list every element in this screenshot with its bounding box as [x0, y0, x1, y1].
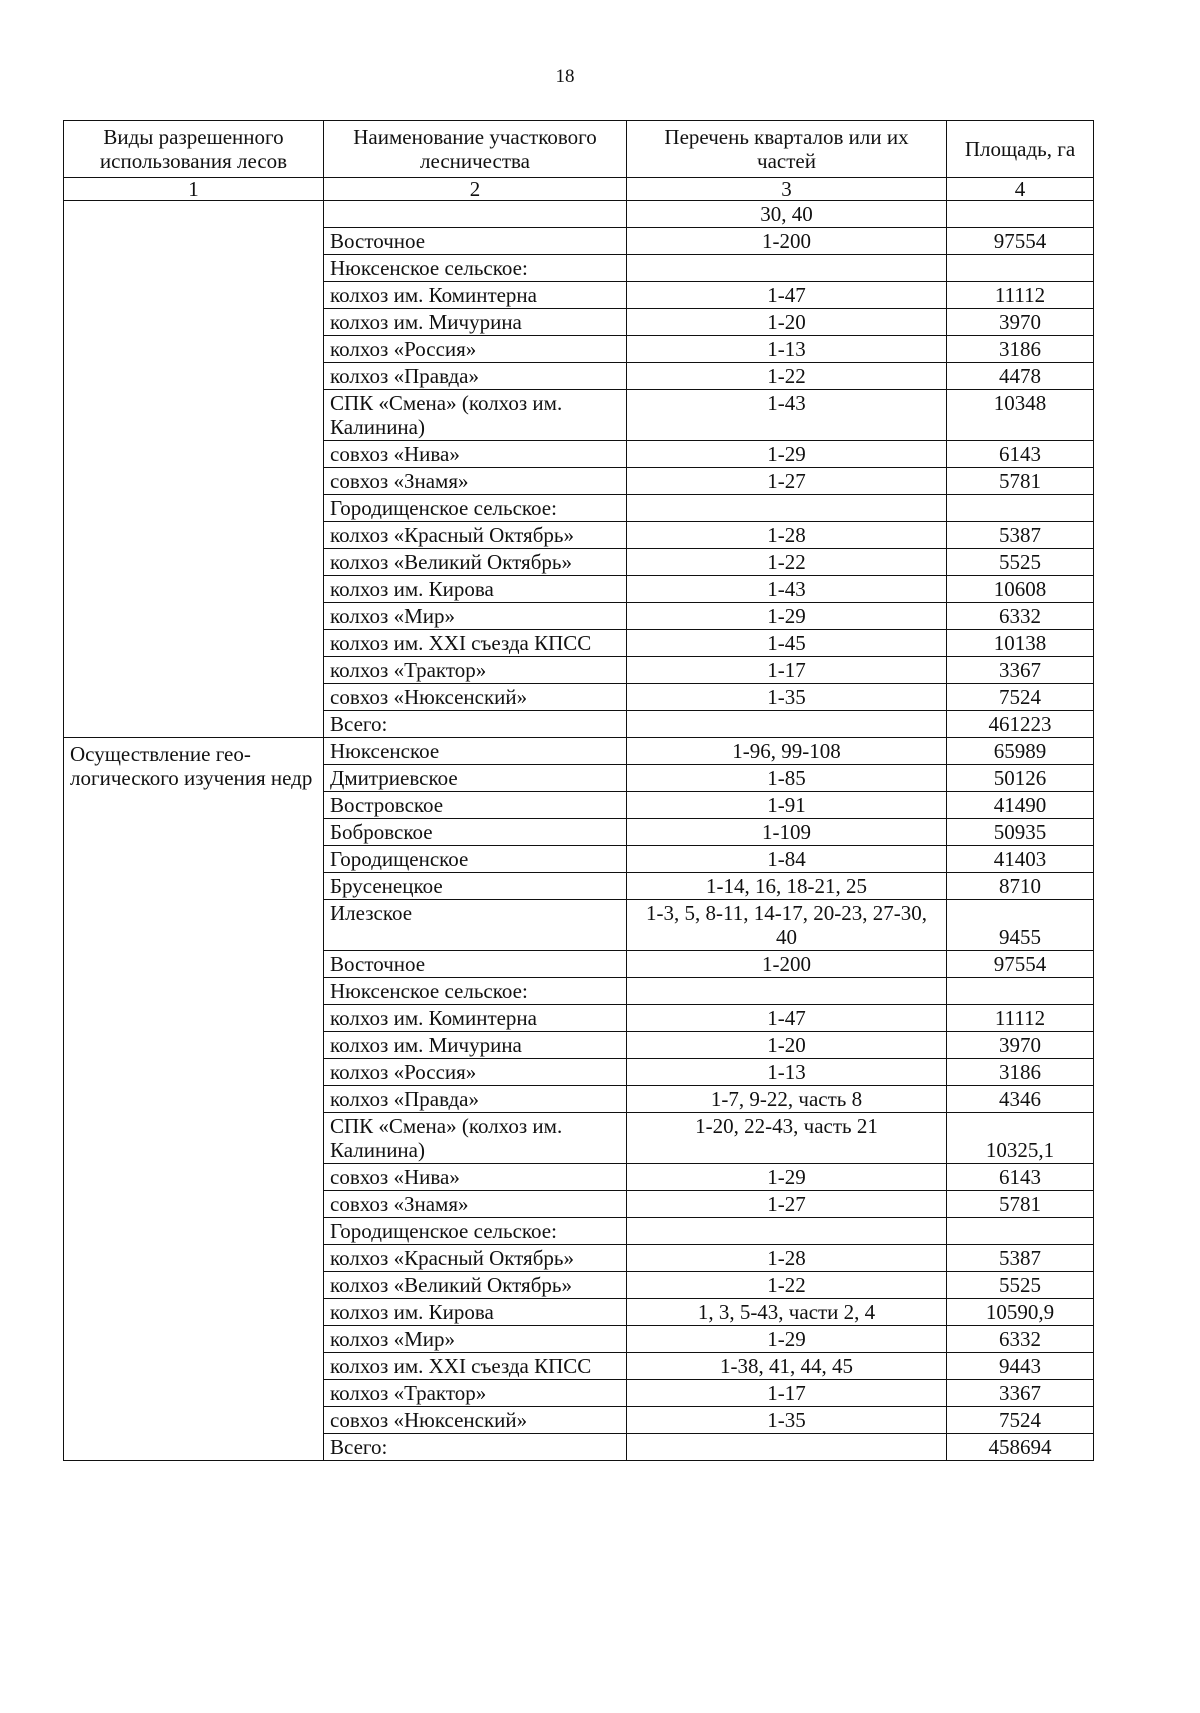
quarters-cell: 1-14, 16, 18-21, 25	[627, 873, 947, 900]
area-cell: 11112	[947, 1005, 1094, 1032]
forestry-name-cell: колхоз им. Мичурина	[324, 1032, 627, 1059]
area-cell: 50935	[947, 819, 1094, 846]
quarters-cell: 1-47	[627, 1005, 947, 1032]
forestry-name-cell: Городищенское сельское:	[324, 1218, 627, 1245]
forestry-name-cell: колхоз им. XXI съезда КПСС	[324, 630, 627, 657]
quarters-cell: 1-47	[627, 282, 947, 309]
usage-type-cell	[64, 201, 324, 738]
forestry-name-cell: колхоз «Трактор»	[324, 657, 627, 684]
area-cell: 97554	[947, 951, 1094, 978]
forestry-name-cell: колхоз им. Мичурина	[324, 309, 627, 336]
column-number: 4	[947, 178, 1094, 201]
area-cell: 7524	[947, 684, 1094, 711]
area-cell	[947, 201, 1094, 228]
forestry-name-cell: Восточное	[324, 951, 627, 978]
forestry-name-cell: колхоз «Трактор»	[324, 1380, 627, 1407]
area-cell	[947, 495, 1094, 522]
forestry-name-cell: Брусенецкое	[324, 873, 627, 900]
forestry-name-cell: Всего:	[324, 1434, 627, 1461]
forestry-name-cell: СПК «Смена» (колхоз им. Калинина)	[324, 1113, 627, 1164]
forestry-name-cell: колхоз «Великий Октябрь»	[324, 549, 627, 576]
quarters-cell: 1-13	[627, 336, 947, 363]
quarters-cell: 1-17	[627, 657, 947, 684]
area-cell: 5387	[947, 522, 1094, 549]
area-cell: 458694	[947, 1434, 1094, 1461]
forestry-name-cell: Нюксенское сельское:	[324, 255, 627, 282]
forestry-name-cell: Городищенское	[324, 846, 627, 873]
forestry-name-cell: колхоз им. Коминтерна	[324, 1005, 627, 1032]
forestry-name-cell: колхоз «Красный Октябрь»	[324, 1245, 627, 1272]
forestry-name-cell: колхоз им. Кирова	[324, 576, 627, 603]
forestry-name-cell: Востровское	[324, 792, 627, 819]
area-cell: 6332	[947, 603, 1094, 630]
forestry-name-cell: колхоз «Мир»	[324, 1326, 627, 1353]
area-cell: 41403	[947, 846, 1094, 873]
forestry-name-cell: СПК «Смена» (колхоз им. Калинина)	[324, 390, 627, 441]
area-cell: 8710	[947, 873, 1094, 900]
quarters-cell: 1-35	[627, 1407, 947, 1434]
area-cell: 50126	[947, 765, 1094, 792]
area-cell: 97554	[947, 228, 1094, 255]
forest-use-table	[63, 120, 1094, 1461]
area-cell: 4346	[947, 1086, 1094, 1113]
column-number: 3	[627, 178, 947, 201]
forestry-name-cell: колхоз им. Коминтерна	[324, 282, 627, 309]
area-cell: 10348	[947, 390, 1094, 441]
quarters-cell: 1-22	[627, 1272, 947, 1299]
forestry-name-cell: Илезское	[324, 900, 627, 951]
header-area: Площадь, га	[947, 121, 1094, 178]
quarters-cell: 1-20, 22-43, часть 21	[627, 1113, 947, 1164]
quarters-cell: 1-43	[627, 390, 947, 441]
quarters-cell: 1-28	[627, 522, 947, 549]
area-cell: 5525	[947, 1272, 1094, 1299]
forestry-name-cell: колхоз «Красный Октябрь»	[324, 522, 627, 549]
area-cell: 10590,9	[947, 1299, 1094, 1326]
quarters-cell: 30, 40	[627, 201, 947, 228]
quarters-cell: 1-20	[627, 309, 947, 336]
usage-type-cell: Осуществление гео-логического изучения недр	[64, 738, 324, 1461]
quarters-cell	[627, 495, 947, 522]
column-number: 1	[64, 178, 324, 201]
forestry-name-cell: совхоз «Нива»	[324, 441, 627, 468]
area-cell: 10325,1	[947, 1113, 1094, 1164]
forestry-name-cell: Городищенское сельское:	[324, 495, 627, 522]
area-cell: 6143	[947, 1164, 1094, 1191]
area-cell: 4478	[947, 363, 1094, 390]
header-quarters-list: Перечень кварталов или их частей	[627, 121, 947, 178]
quarters-cell	[627, 1434, 947, 1461]
area-cell: 10138	[947, 630, 1094, 657]
area-cell: 3970	[947, 309, 1094, 336]
area-cell: 461223	[947, 711, 1094, 738]
forestry-name-cell: колхоз им. XXI съезда КПСС	[324, 1353, 627, 1380]
area-cell: 41490	[947, 792, 1094, 819]
area-cell: 7524	[947, 1407, 1094, 1434]
quarters-cell	[627, 1218, 947, 1245]
quarters-cell: 1-27	[627, 1191, 947, 1218]
area-cell	[947, 978, 1094, 1005]
quarters-cell	[627, 978, 947, 1005]
area-cell: 5781	[947, 468, 1094, 495]
area-cell: 11112	[947, 282, 1094, 309]
header-usage-type: Виды разрешенного использования лесов	[64, 121, 324, 178]
header-row	[64, 121, 1094, 178]
table-row	[64, 201, 1094, 228]
quarters-cell: 1-200	[627, 228, 947, 255]
area-cell: 10608	[947, 576, 1094, 603]
area-cell	[947, 1218, 1094, 1245]
forestry-name-cell: совхоз «Знамя»	[324, 1191, 627, 1218]
area-cell: 6332	[947, 1326, 1094, 1353]
quarters-cell: 1-43	[627, 576, 947, 603]
quarters-cell: 1-22	[627, 549, 947, 576]
area-cell: 3970	[947, 1032, 1094, 1059]
header-forestry-name: Наименование участкового лесничества	[324, 121, 627, 178]
forestry-name-cell: колхоз «Правда»	[324, 363, 627, 390]
quarters-cell: 1-29	[627, 1164, 947, 1191]
forestry-name-cell	[324, 201, 627, 228]
quarters-cell: 1-13	[627, 1059, 947, 1086]
area-cell: 9443	[947, 1353, 1094, 1380]
quarters-cell: 1-3, 5, 8-11, 14-17, 20-23, 27-30, 40	[627, 900, 947, 951]
forestry-name-cell: совхоз «Нива»	[324, 1164, 627, 1191]
forestry-name-cell: колхоз «Правда»	[324, 1086, 627, 1113]
forestry-name-cell: совхоз «Нюксенский»	[324, 1407, 627, 1434]
forestry-name-cell: Бобровское	[324, 819, 627, 846]
forestry-name-cell: Всего:	[324, 711, 627, 738]
forestry-name-cell: совхоз «Нюксенский»	[324, 684, 627, 711]
forestry-name-cell: Восточное	[324, 228, 627, 255]
quarters-cell: 1-27	[627, 468, 947, 495]
forestry-name-cell: колхоз «Россия»	[324, 1059, 627, 1086]
forestry-name-cell: Дмитриевское	[324, 765, 627, 792]
page-number: 18	[555, 66, 575, 87]
area-cell: 3186	[947, 1059, 1094, 1086]
table-row	[64, 738, 1094, 765]
area-cell: 5387	[947, 1245, 1094, 1272]
area-cell: 6143	[947, 441, 1094, 468]
area-cell: 3186	[947, 336, 1094, 363]
quarters-cell: 1-85	[627, 765, 947, 792]
quarters-cell: 1-84	[627, 846, 947, 873]
quarters-cell	[627, 255, 947, 282]
forestry-name-cell: колхоз «Россия»	[324, 336, 627, 363]
quarters-cell: 1-29	[627, 441, 947, 468]
quarters-cell: 1-91	[627, 792, 947, 819]
area-cell: 3367	[947, 1380, 1094, 1407]
quarters-cell: 1-7, 9-22, часть 8	[627, 1086, 947, 1113]
quarters-cell: 1-35	[627, 684, 947, 711]
area-cell: 9455	[947, 900, 1094, 951]
quarters-cell: 1-109	[627, 819, 947, 846]
forestry-name-cell: колхоз «Великий Октябрь»	[324, 1272, 627, 1299]
quarters-cell: 1, 3, 5-43, части 2, 4	[627, 1299, 947, 1326]
area-cell: 5781	[947, 1191, 1094, 1218]
quarters-cell	[627, 711, 947, 738]
area-cell: 3367	[947, 657, 1094, 684]
area-cell: 65989	[947, 738, 1094, 765]
quarters-cell: 1-200	[627, 951, 947, 978]
quarters-cell: 1-29	[627, 603, 947, 630]
quarters-cell: 1-29	[627, 1326, 947, 1353]
quarters-cell: 1-17	[627, 1380, 947, 1407]
column-number: 2	[324, 178, 627, 201]
quarters-cell: 1-96, 99-108	[627, 738, 947, 765]
area-cell	[947, 255, 1094, 282]
quarters-cell: 1-22	[627, 363, 947, 390]
forestry-name-cell: Нюксенское	[324, 738, 627, 765]
quarters-cell: 1-20	[627, 1032, 947, 1059]
column-number-row	[64, 178, 1094, 201]
forestry-name-cell: Нюксенское сельское:	[324, 978, 627, 1005]
quarters-cell: 1-38, 41, 44, 45	[627, 1353, 947, 1380]
table-body	[64, 201, 1094, 1461]
area-cell: 5525	[947, 549, 1094, 576]
quarters-cell: 1-45	[627, 630, 947, 657]
forestry-name-cell: совхоз «Знамя»	[324, 468, 627, 495]
quarters-cell: 1-28	[627, 1245, 947, 1272]
forestry-name-cell: колхоз «Мир»	[324, 603, 627, 630]
forestry-name-cell: колхоз им. Кирова	[324, 1299, 627, 1326]
